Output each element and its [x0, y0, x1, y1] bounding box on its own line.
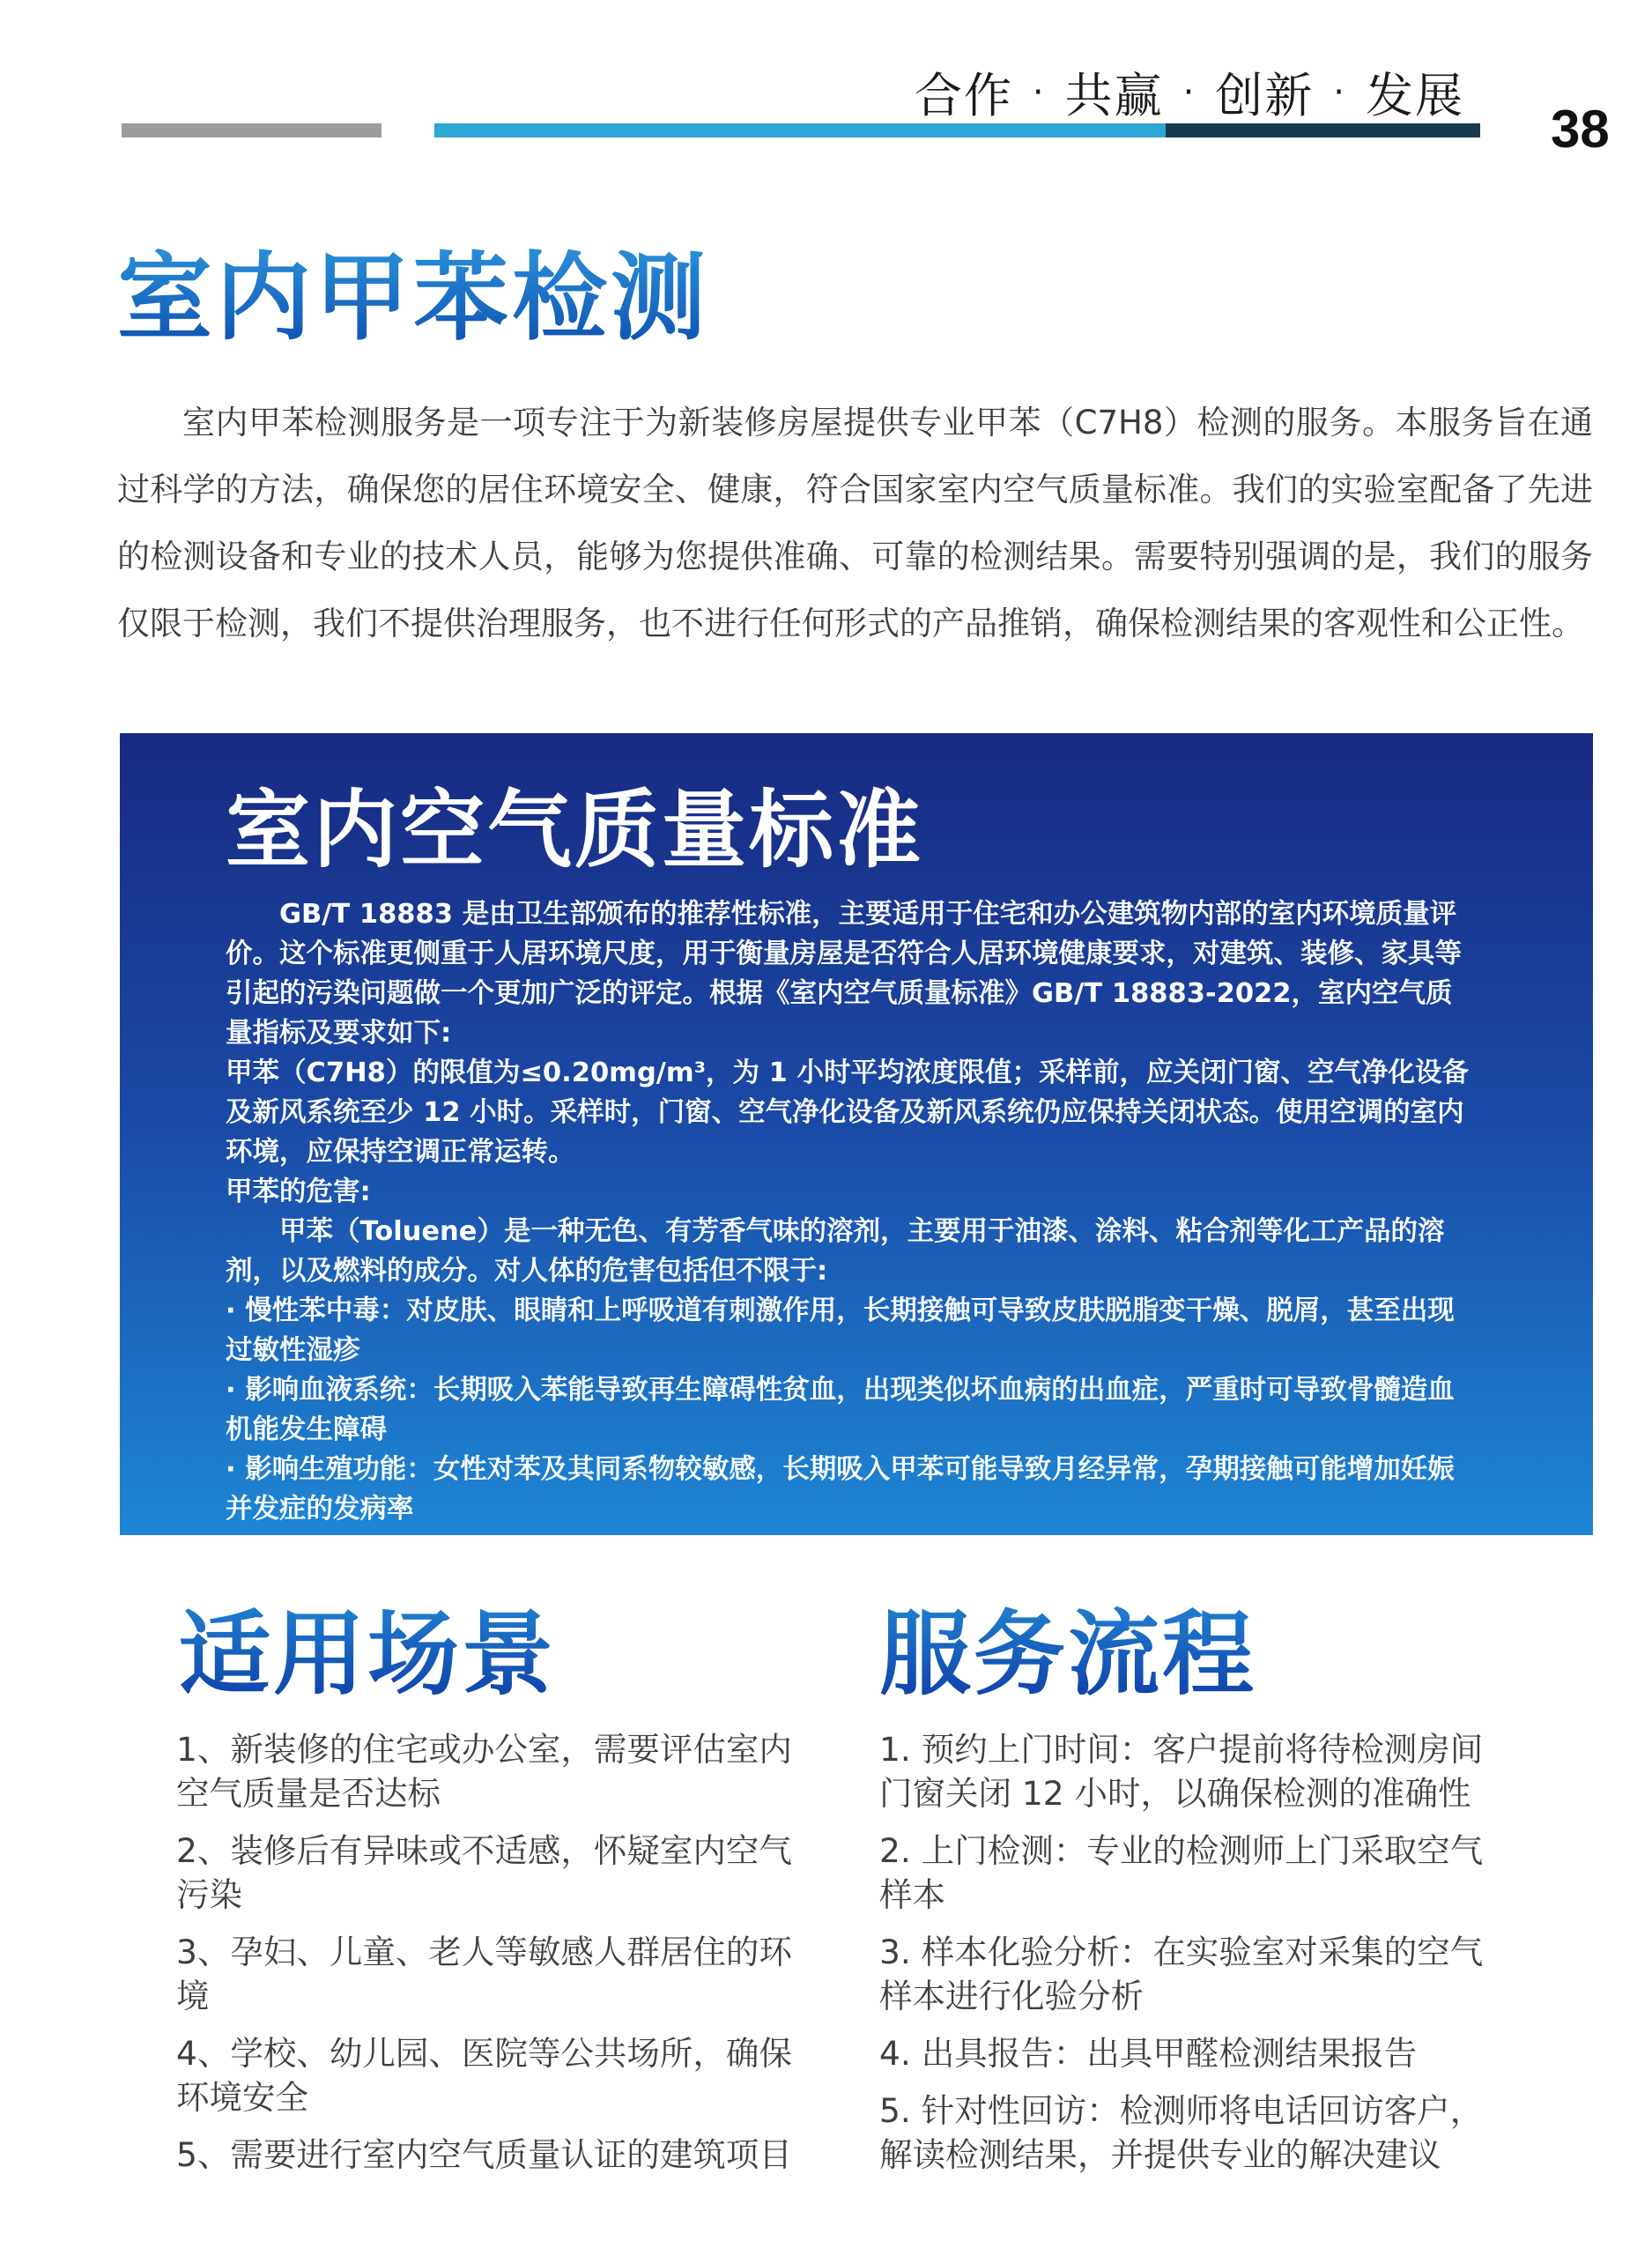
toluene-limit-text: 甲苯（C7H8）的限值为≤0.20mg/m³，为 1 小时平均浓度限值；采样前，应关闭门窗、空气净化设备及新风系统至少 12 小时。采样时，门窗、空气净化设备及新风系统仍应保持关闭状态。使用空调的室内环境，应保持空调正常运转。: [226, 1058, 1470, 1169]
list-item: 1、新装修的住宅或办公室，需要评估室内空气质量是否达标: [176, 1730, 792, 1813]
list-item: 5、需要进行室内空气质量认证的建筑项目: [176, 2135, 792, 2174]
process-list: [879, 1727, 1514, 2190]
list-item: 5. 针对性回访：检测师将电话回访客户，解读检测结果，并提供专业的解决建议: [879, 2091, 1484, 2174]
header-rule-blue: [434, 123, 1166, 137]
page-title: 室内甲苯检测: [117, 243, 710, 353]
slogan-separator: ·: [1182, 71, 1196, 113]
list-item: 4、学校、幼儿园、医院等公共场所，确保环境安全: [176, 2034, 792, 2117]
standard-description: GB/T 18883 是由卫生部颁布的推荐性标准，主要适用于住宅和办公建筑物内部的室内环境质量评价。这个标准更侧重于人居环境尺度，用于衡量房屋是否符合人居环境健康要求，对建筑、装修、家具等引起的污染问题做一个更加广泛的评定。根据《室内空气质量标准》GB/T 18883-2022，室内空气质量指标及要求如下:: [226, 899, 1462, 1050]
header-slogan: [915, 58, 1464, 126]
slogan-separator: ·: [1032, 71, 1046, 113]
hazard-item: · 慢性苯中毒：对皮肤、眼睛和上呼吸道有刺激作用，长期接触可导致皮肤脱脂变干燥、脱屑，甚至出现过敏性湿疹: [226, 1295, 1455, 1367]
hazard-item: · 影响血液系统：长期吸入苯能导致再生障碍性贫血，出现类似坏血病的出血症，严重时可导致骨髓造血机能发生障碍: [226, 1375, 1455, 1446]
panel-title: 室内空气质量标准: [226, 781, 923, 879]
list-item: 4. 出具报告：出具甲醛检测结果报告: [879, 2034, 1418, 2073]
slogan-separator: ·: [1333, 71, 1346, 113]
scenarios-title: 适用场景: [179, 1600, 557, 1708]
list-item: 1. 预约上门时间：客户提前将待检测房间门窗关闭 12 小时，以确保检测的准确性: [879, 1730, 1484, 1813]
air-quality-standard-panel: [120, 733, 1593, 1535]
slogan-word: 合作: [914, 68, 1013, 123]
hazard-item: · 影响生殖功能：女性对苯及其同系物较敏感，长期吸入甲苯可能导致月经异常，孕期接触可能增加妊娠并发症的发病率: [226, 1454, 1455, 1525]
hazard-heading: 甲苯的危害:: [226, 1176, 371, 1208]
slogan-word: 创新: [1215, 68, 1315, 123]
scenarios-list: [176, 1727, 811, 2190]
header-rule-gray: [122, 123, 382, 137]
header-rule-navy: [1166, 123, 1480, 137]
process-title: 服务流程: [879, 1600, 1257, 1708]
slogan-word: 共赢: [1064, 68, 1164, 123]
slogan-word: 发展: [1366, 68, 1464, 123]
list-item: 3. 样本化验分析：在实验室对采集的空气样本进行化验分析: [879, 1933, 1484, 2015]
hazard-intro: 甲苯（Toluene）是一种无色、有芳香气味的溶剂，主要用于油漆、涂料、粘合剂等化工产品的溶剂，以及燃料的成分。对人体的危害包括但不限于:: [226, 1216, 1445, 1288]
list-item: 2、装修后有异味或不适感，怀疑室内空气污染: [176, 1831, 792, 1914]
intro-paragraph: 室内甲苯检测服务是一项专注于为新装修房屋提供专业甲苯（C7H8）检测的服务。本服务旨在通过科学的方法，确保您的居住环境安全、健康，符合国家室内空气质量标准。我们的实验室配备了先进的检测设备和专业的技术人员，能够为您提供准确、可靠的检测结果。需要特别强调的是，我们的服务仅限于检测，我们不提供治理服务，也不进行任何形式的产品推销，确保检测结果的客观性和公正性。: [117, 404, 1593, 642]
page-number: 38: [1551, 100, 1610, 159]
list-item: 2. 上门检测：专业的检测师上门采取空气样本: [879, 1831, 1484, 1914]
panel-body: [226, 894, 1478, 1529]
list-item: 3、孕妇、儿童、老人等敏感人群居住的环境: [176, 1933, 792, 2015]
